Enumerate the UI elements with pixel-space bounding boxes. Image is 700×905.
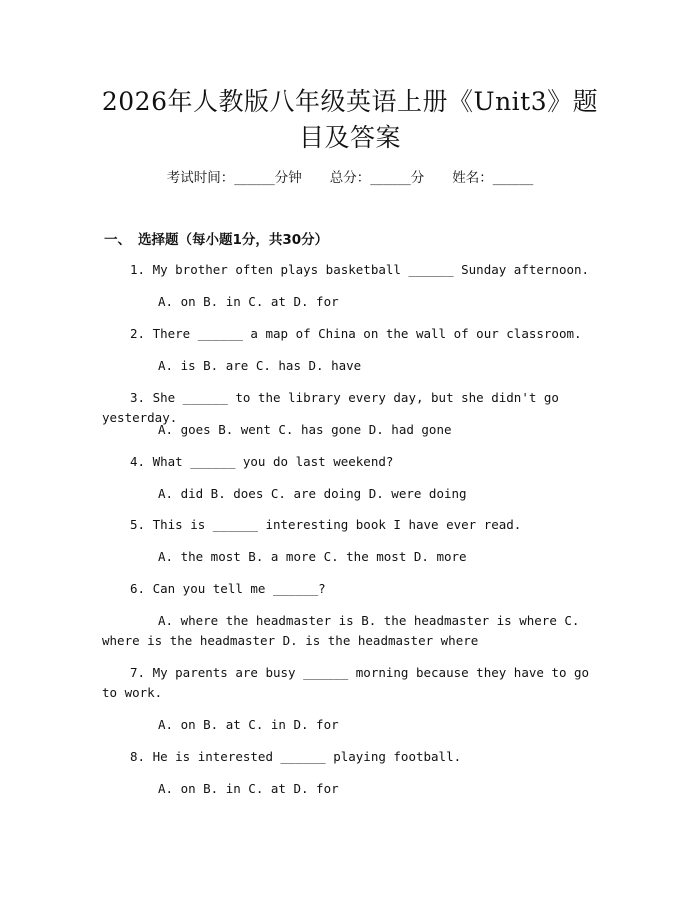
question-5-options: A. the most B. a more C. the most D. more	[158, 549, 467, 564]
question-3-options: A. goes B. went C. has gone D. had gone	[158, 422, 452, 437]
question-2-options: A. is B. are C. has D. have	[158, 358, 362, 373]
question-6: 6. Can you tell me ______?	[130, 581, 326, 596]
title-line-1: 2026年人教版八年级英语上册《Unit3》题	[101, 87, 599, 116]
question-8: 8. He is interested ______ playing football.	[130, 749, 462, 764]
question-5: 5. This is ______ interesting book I have ever read.	[130, 517, 522, 532]
question-3: 3. She ______ to the library every day, but she didn't go yesterday.	[102, 390, 567, 425]
page-title	[60, 84, 640, 156]
question-6-options: A. where the headmaster is B. the headmaster is where C. where is the headmaster D. is the headmaster where	[102, 613, 587, 648]
section-title: 选择题（每小题1分，共30分）	[138, 232, 329, 248]
exam-meta	[0, 168, 700, 188]
question-7: 7. My parents are busy ______ morning because they have to go to work.	[102, 665, 597, 700]
exam-time: 考试时间：______分钟	[166, 170, 302, 186]
question-7-options: A. on B. at C. in D. for	[158, 717, 339, 732]
question-1-options: A. on B. in C. at D. for	[158, 294, 339, 309]
title-line-2: 目及答案	[298, 123, 401, 152]
section-heading	[104, 230, 328, 250]
question-2: 2. There ______ a map of China on the wall of our classroom.	[130, 326, 582, 341]
question-4: 4. What ______ you do last weekend?	[130, 454, 394, 469]
question-4-options: A. did B. does C. are doing D. were doing	[158, 486, 467, 501]
section-number: 一、	[104, 232, 131, 248]
question-8-options: A. on B. in C. at D. for	[158, 781, 339, 796]
exam-name: 姓名：______	[452, 170, 534, 186]
question-1: 1. My brother often plays basketball ______ Sunday afternoon.	[130, 262, 590, 277]
exam-score: 总分：______分	[329, 170, 425, 186]
